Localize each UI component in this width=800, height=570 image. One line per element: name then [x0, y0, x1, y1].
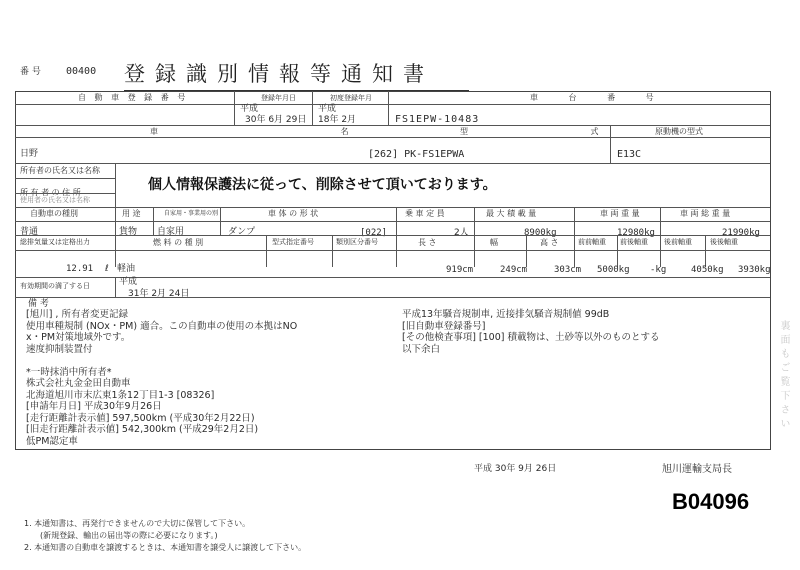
reg-era: 平成 — [240, 104, 259, 114]
row-divider — [15, 221, 770, 222]
footer-note-2: 2. 本通知書の自動車を譲渡するときは、本通知書を譲受人に譲渡して下さい。 — [24, 543, 307, 552]
reg-date: 30年 6月 29日 — [245, 115, 307, 125]
remark-line: 平成13年騒音規制車, 近接排気騒音規制値 99dB — [402, 309, 610, 320]
spec2-header-type-number: 型式指定番号 — [272, 238, 314, 246]
col-divider — [574, 207, 575, 267]
ff-axle-value: 5000kg — [597, 265, 630, 275]
spec-header-body: 車 体 の 形 状 — [268, 209, 319, 218]
document-code: B04096 — [672, 489, 750, 514]
spec2-header-ff: 前前軸重 — [578, 238, 606, 246]
spec2-header-fr: 前後軸重 — [620, 238, 648, 246]
rr-axle-value: 3930kg — [738, 265, 771, 275]
side-note: 裏面もご覧下さい — [778, 320, 789, 432]
col-divider — [474, 207, 475, 267]
spec-header-type: 自動車の種別 — [30, 209, 78, 218]
spec-header-private: 自家用・事業用の別 — [164, 210, 219, 217]
spec-gross-value: 21990kg — [722, 228, 760, 238]
col-divider — [266, 235, 267, 267]
first-reg-label: 初度登録年月 — [330, 94, 372, 102]
col-divider — [153, 207, 154, 235]
first-date: 18年 2月 — [318, 115, 357, 125]
number-label: 番 号 — [20, 67, 41, 77]
privacy-notice: 個人情報保護法に従って、削除させて頂いております。 — [148, 177, 497, 193]
remark-line: 北海道旭川市末広東1条12丁目1-3 [08326] — [26, 389, 215, 401]
remark-line: 使用車種規制 (NOx・PM) 適合。この自動車の使用の本拠はNO — [26, 320, 298, 332]
spec2-header-rr: 後後軸重 — [710, 238, 738, 246]
remark-line: 低PM認定車 — [26, 435, 78, 447]
row-divider — [15, 207, 770, 208]
spec-header-weight: 車 両 重 量 — [600, 209, 640, 218]
spec2-header-displacement: 総排気量又は定格出力 — [20, 238, 90, 246]
car-name-value: 日野 — [20, 149, 39, 159]
row-divider — [15, 178, 115, 179]
col-divider — [115, 207, 116, 235]
remark-line: [旧走行距離計表示値] 542,300km (平成29年2月2日) — [26, 424, 259, 435]
col-divider — [705, 235, 706, 267]
col-divider — [617, 235, 618, 267]
spec2-header-rf: 後前軸重 — [664, 238, 692, 246]
col-divider — [388, 91, 389, 125]
chassis-label: 車 台 番 号 — [530, 93, 668, 102]
row-divider — [15, 250, 770, 251]
remark-line: [旧自動車登録番号] — [402, 320, 486, 332]
owner-address-label: 所 有 者 の 住 所 — [20, 188, 81, 197]
remark-line: x・PM対策地域外です。 — [26, 332, 131, 343]
remark-line: [申請年月日] 平成30年9月26日 — [26, 401, 162, 412]
footer-note-1b: (新規登録、輸出の届出等の際に必要になります。) — [40, 531, 218, 540]
col-divider — [115, 277, 116, 297]
spec-type-value: 普通 — [20, 227, 39, 237]
spec-body-code: [022] — [360, 228, 388, 238]
spec2-header-width: 幅 — [490, 238, 498, 247]
document-title: 登録識別情報等通知書 — [124, 62, 434, 86]
row-divider — [15, 125, 770, 126]
issue-date: 平成 30年 9月 26日 — [474, 464, 557, 474]
spec2-header-fuel: 燃 料 の 種 別 — [153, 238, 204, 247]
reg-date-label: 登録年月日 — [261, 94, 296, 102]
row-divider — [15, 137, 770, 138]
col-divider — [396, 207, 397, 267]
model-value: [262] PK-FS1EPWA — [368, 149, 465, 160]
remark-line: 以下余白 — [402, 343, 441, 355]
engine-label: 原動機の型式 — [655, 127, 703, 136]
col-divider — [115, 163, 116, 207]
remark-line: [旭川] , 所有者変更記録 — [26, 309, 128, 320]
model-label: 型 式 — [460, 127, 659, 136]
spec-weight-value: 12980kg — [617, 228, 655, 238]
footer-note-1: 1. 本通知書は、再発行できませんので大切に保管して下さい。 — [24, 519, 251, 528]
fuel-value: 軽油 — [117, 264, 136, 274]
fr-axle-value: -kg — [650, 265, 667, 275]
col-divider — [220, 207, 221, 235]
reg-number-label: 自 動 車 登 録 番 号 — [78, 93, 189, 102]
spec-capacity-value: 2人 — [454, 228, 469, 238]
first-era: 平成 — [318, 104, 337, 114]
col-divider — [312, 91, 313, 125]
col-divider — [234, 91, 235, 125]
row-divider — [15, 235, 770, 236]
issuer: 旭川運輸支局長 — [662, 464, 732, 475]
remark-line: [走行距離計表示値] 597,500km (平成30年2月22日) — [26, 412, 255, 424]
row-divider — [15, 104, 770, 105]
displacement-value: 12.91 — [66, 264, 94, 274]
number-value: 00400 — [66, 66, 97, 77]
remarks-label: 備 考 — [28, 299, 49, 309]
spec-use-value: 貨物 — [119, 227, 138, 237]
validity-label: 有効期間の満了する日 — [20, 282, 90, 290]
remark-line: 速度抑制装置付 — [26, 343, 93, 355]
col-divider — [610, 125, 611, 163]
spec-load-value: 8900kg — [524, 228, 557, 238]
spec2-header-height: 高 さ — [540, 238, 559, 247]
remark-line: 株式会社丸金金田自動車 — [26, 378, 131, 389]
displacement-unit: ℓ — [105, 264, 109, 274]
spec-header-gross: 車 両 総 重 量 — [680, 209, 731, 218]
row-divider — [15, 193, 115, 194]
validity-era: 平成 — [119, 277, 138, 287]
spec2-header-length: 長 さ — [418, 238, 437, 247]
height-value: 303cm — [554, 265, 582, 275]
col-divider — [660, 207, 661, 267]
user-label: 使用者の氏名又は名称 — [20, 196, 90, 204]
spec-header-use: 用 途 — [122, 209, 141, 218]
row-divider — [15, 163, 770, 164]
length-value: 919cm — [446, 265, 474, 275]
col-divider — [526, 235, 527, 267]
owner-label: 所有者の氏名又は名称 — [20, 166, 100, 175]
width-value: 249cm — [500, 265, 528, 275]
remark-line: [その他検査事項] [100] 積載物は、土砂等以外のものとする — [402, 332, 660, 343]
spec-body-value: ダンプ — [228, 227, 256, 237]
row-divider — [15, 297, 770, 298]
spec-private-value: 自家用 — [157, 227, 185, 237]
spec-header-load: 最 大 積 載 量 — [486, 209, 537, 218]
remark-line: *一時抹消中所有者* — [26, 366, 112, 378]
rf-axle-value: 4050kg — [691, 265, 724, 275]
car-name-label: 車 名 — [150, 127, 439, 136]
validity-date: 31年 2月 24日 — [128, 289, 190, 299]
chassis-number: FS1EPW-10483 — [395, 114, 480, 125]
spec2-header-class-number: 類別区分番号 — [336, 238, 378, 246]
col-divider — [332, 235, 333, 267]
engine-value: E13C — [617, 149, 642, 160]
spec-header-capacity: 乗 車 定 員 — [405, 209, 445, 218]
col-divider — [115, 235, 116, 267]
